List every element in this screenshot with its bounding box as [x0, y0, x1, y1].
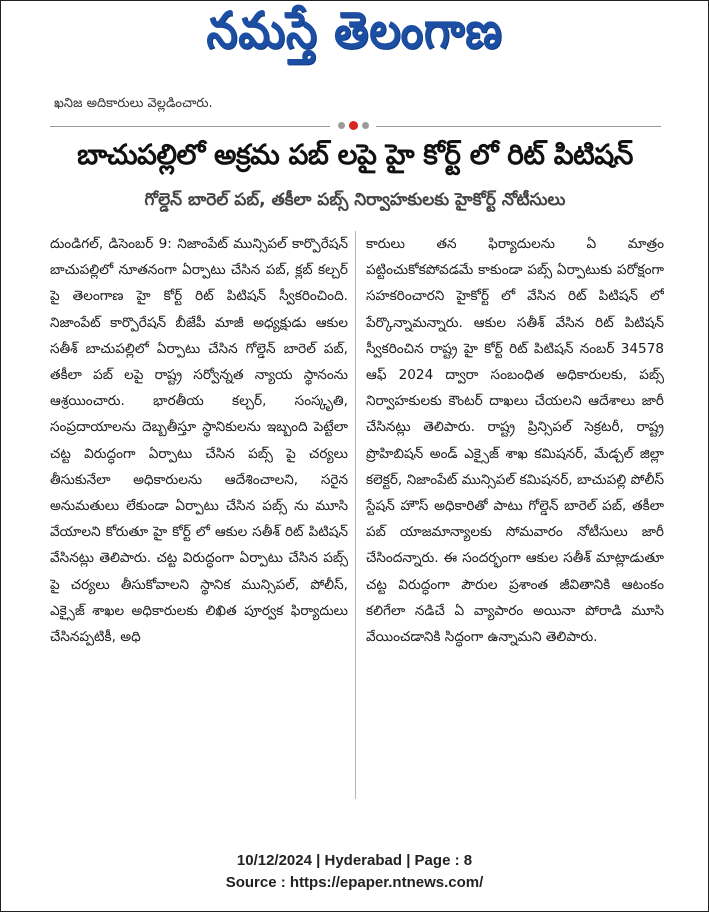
dot-gray-1 [338, 122, 345, 129]
headline: బాచుపల్లిలో అక్రమ పబ్ లపై హై కోర్ట్ లో రిట్ పిటిషన్ [77, 138, 633, 171]
article-column-left: దుండిగల్, డిసెంబర్ 9: నిజాంపేట్ మున్సిపల్ కార్పొరేషన్ బాచుపల్లిలో నూతనంగా ఏర్పాటు చేసిన పబ్, క్లబ్ కల్చర్ పై తెలంగాణ హై కోర్ట్ రిట్ పిటిషన్ స్వీకరించింది. నిజాంపేట్ కార్పొరేషన్ బీజేపీ మాజీ అధ్యక్షుడు ఆకుల సతీశ్ బాచుపల్లిలో ఏర్పాటు చేసిన గోల్డెన్ బారెల్ పబ్, తకీలా పబ్ లపై రాష్ట్ర సర్వోన్నత న్యాయ స్థానంను ఆశ్రయించారు. భారతీయ కల్చర్, సంస్కృతి, సంప్రదాయాలను దెబ్బతీస్తూ స్థానికులను ఇబ్బంది పెట్టేలా చట్ట విరుద్ధంగా ఏర్పాటు చేసిన పబ్స్ పై చర్యలు తీసుకునేలా అధికారులను ఆదేశించాలని, సరైన అనుమతులు లేకుండా ఏర్పాటు చేసిన పబ్స్ ను మూసి వేయాలని కోరుతూ హై కోర్ట్ లో ఆకుల సతీశ్ రిట్ పిటిషన్ వేసినట్లు తెలిపారు. చట్ట విరుద్ధంగా ఏర్పాటు చేసిన పబ్స్ పై చర్యలు తీసుకోవాలని స్థానిక మున్సిపల్, పోలీస్, ఎక్సైజ్ శాఖల అధికారులకు లిఖిత పూర్వక ఫిర్యాదులు చేసినప్పటికీ, అధి [50, 236, 348, 646]
divider-left [50, 126, 330, 127]
subheadline: గోల్డెన్ బారెల్ పబ్, తకీలా పబ్స్ నిర్వాహకులకు హైకోర్ట్ నోటీసులు [144, 190, 566, 210]
divider-dots [336, 120, 372, 132]
divider-right [376, 126, 661, 127]
masthead-logo [0, 1, 709, 76]
masthead-title: నమస్తే తెలంగాణ [206, 1, 503, 60]
previous-article-tail: ఖనిజ అదికారులు వెల్లడించారు. [54, 96, 213, 111]
footer-source-line: Source : https://epaper.ntnews.com/ [225, 874, 484, 891]
dot-gray-2 [362, 122, 369, 129]
column-rule [355, 231, 356, 799]
article-column-right: కారులు తన ఫిర్యాదులను ఏ మాత్రం పట్టించుకోకపోవడమే కాకుండా పబ్స్ ఏర్పాటుకు పరోక్షంగా సహకరించారని హైకోర్ట్ లో వేసిన రిట్ పిటిషన్ లో పేర్కొన్నామన్నారు. ఆకుల సతీశ్ వేసిన రిట్ పిటిషన్ స్వీకరించిన రాష్ట్ర హై కోర్ట్ రిట్ పిటిషన్ నంబర్ 34578 ఆఫ్ 2024 ద్వారా సంబంధిత అధికారులకు, పబ్స్ నిర్వాహకులకు కౌంటర్ దాఖలు చేయలని ఆదేశాలు జారీ చేసినట్లు తెలిపారు. రాష్ట్ర ప్రిన్సిపల్ సెక్రటరీ, రాష్ట్ర ప్రొహిబిషన్ అండ్ ఎక్సైజ్ శాఖ కమిషనర్, మేడ్చల్ జిల్లా కలెక్టర్, నిజాంపేట్ మున్సిపల్ కమిషనర్, బాచుపల్లి పోలీస్ స్టేషన్ హౌస్ అధికారితో పాటు గోల్డెన్ బారెల్ పబ్, తకీలా పబ్ యాజమాన్యాలకు సోమవారం నోటీసులు జారీ చేసిందన్నారు. ఈ సందర్భంగా ఆకుల సతీశ్ మాట్లాడుతూ చట్ట విరుద్ధంగా పౌరుల ప్రశాంత జీవితానికి ఆటంకం కలిగేలా నడిచే ఏ వ్యాపారం అయినా పోరాడి మూసి వేయించడానికి సిద్ధంగా ఉన్నామని తెలిపారు. [366, 236, 664, 646]
dot-red [349, 121, 358, 130]
footer-date-line: 10/12/2024 | Hyderabad | Page : 8 [236, 852, 473, 869]
